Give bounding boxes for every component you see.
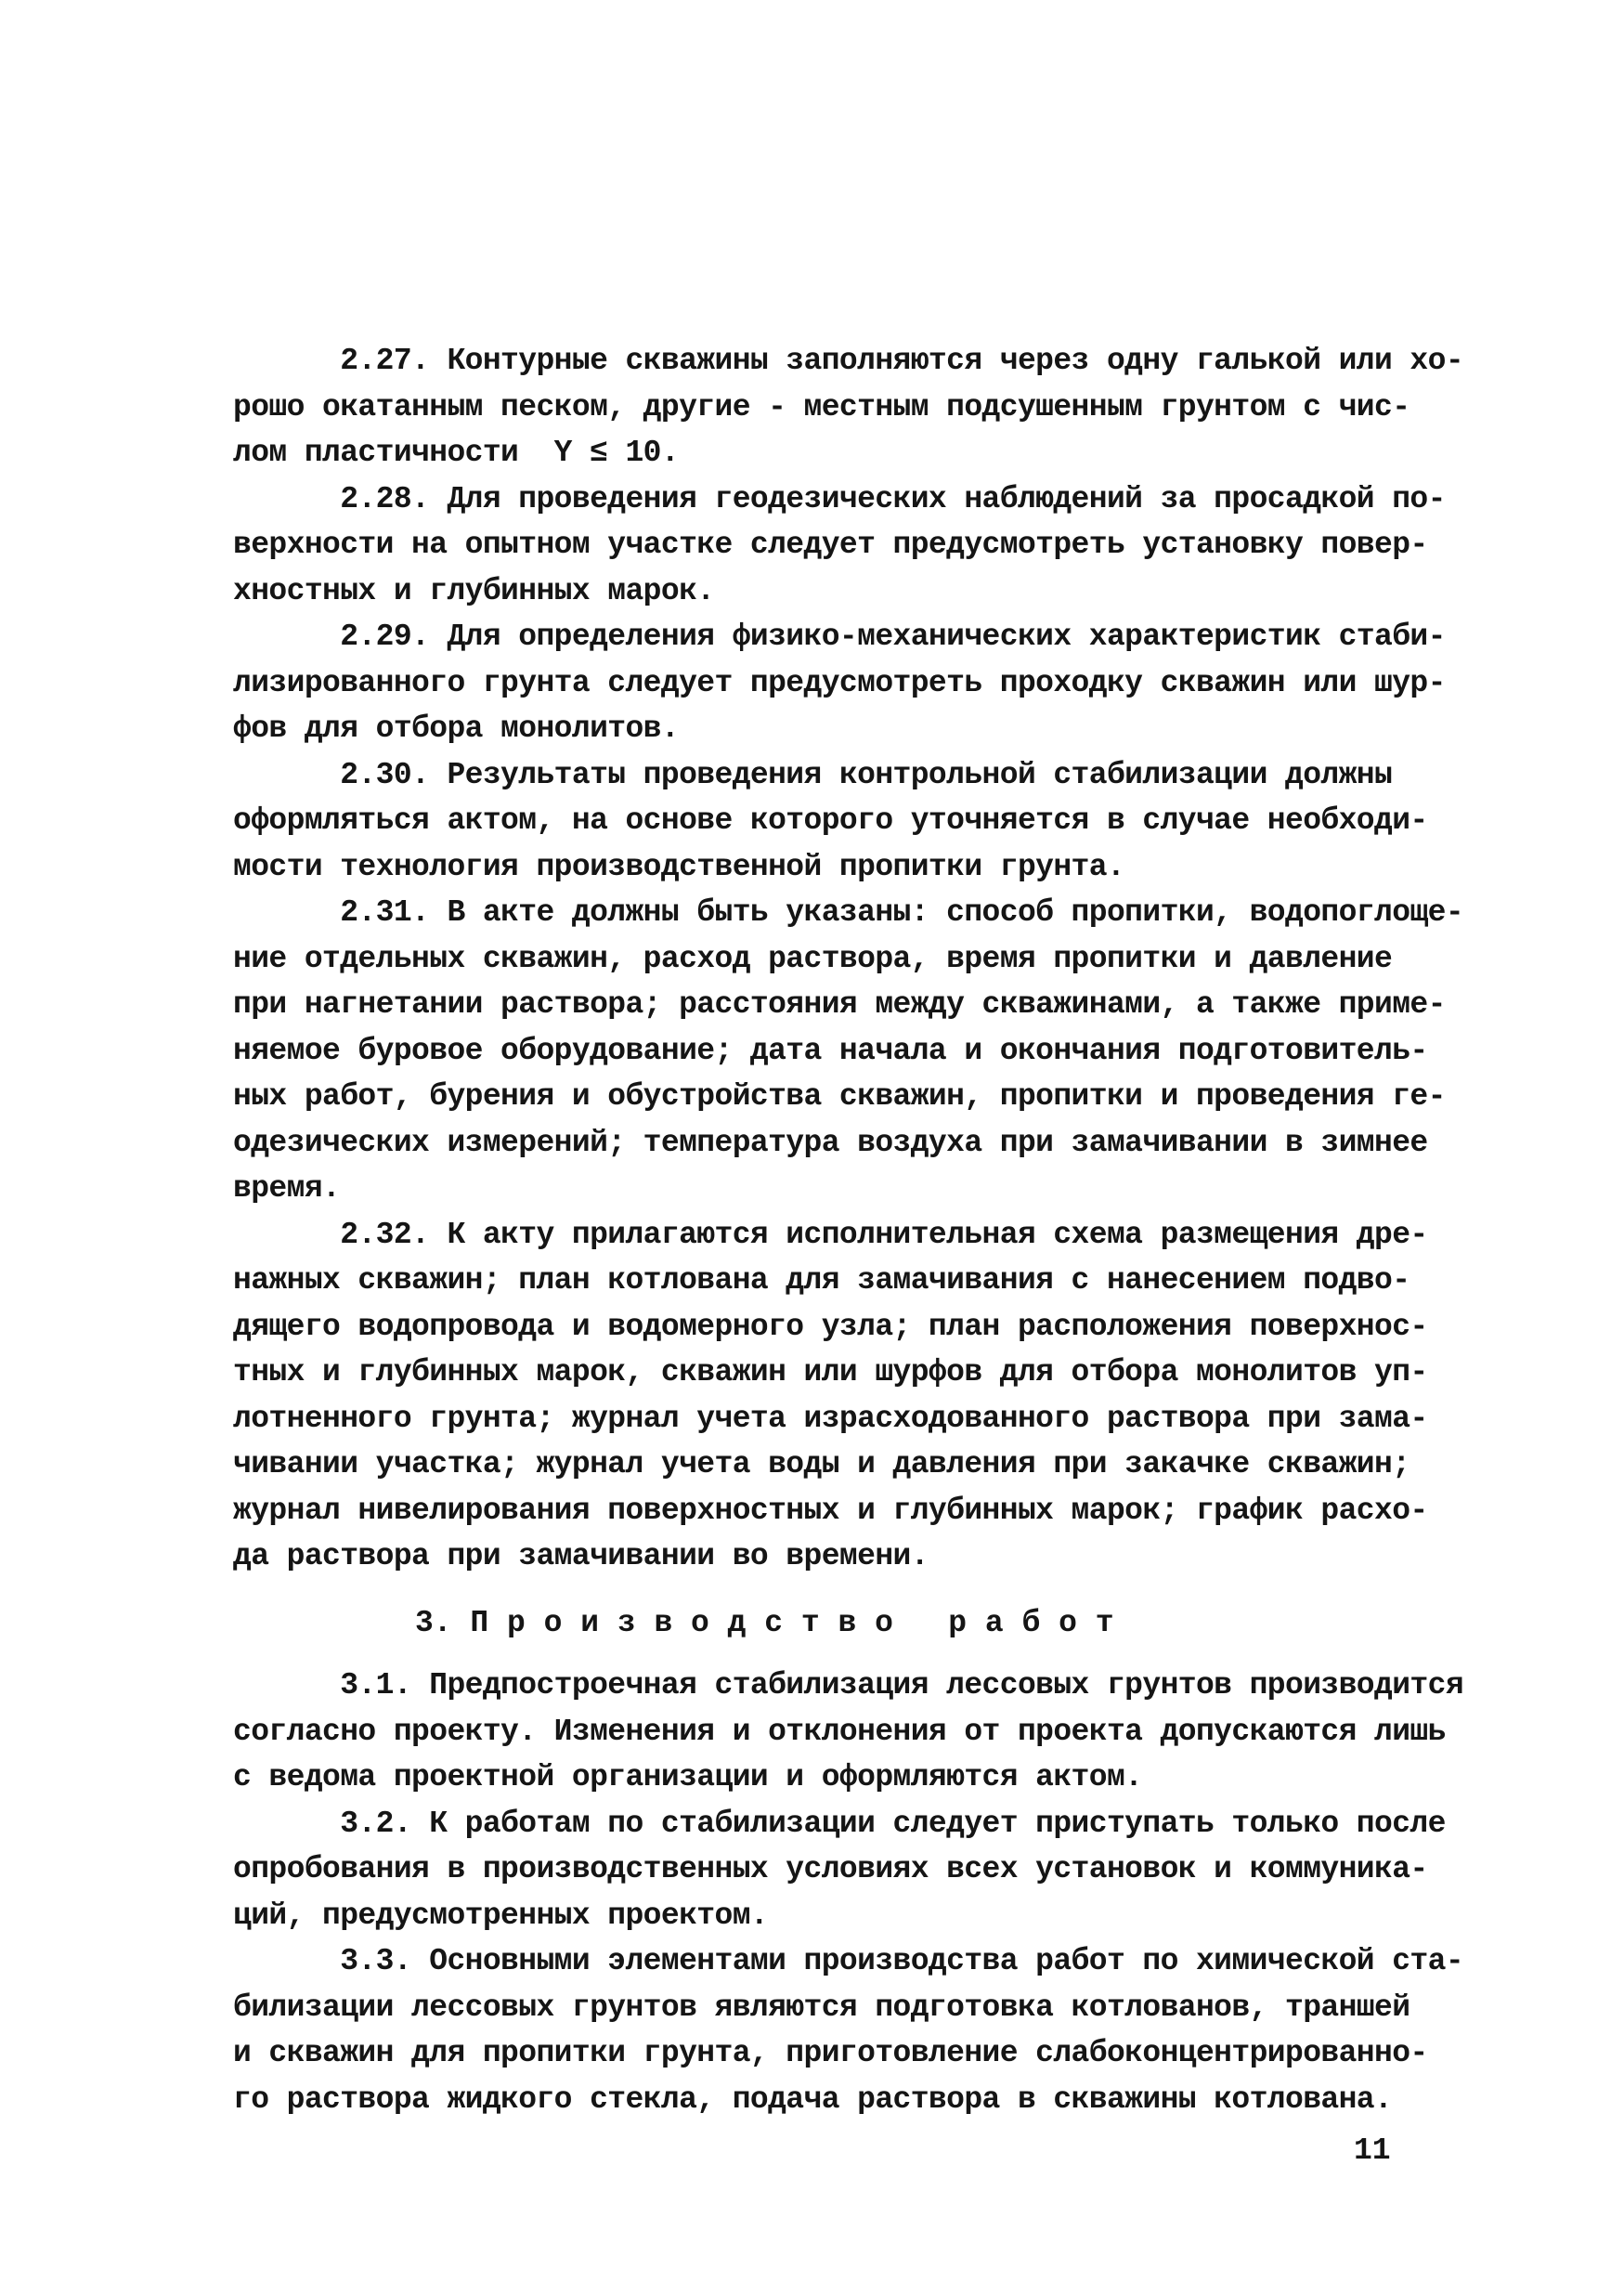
section-3-text-line: опробования в производственных условиях всех установок и коммуника- bbox=[233, 1852, 1428, 1886]
section-2-text-line: хностных и глубинных марок. bbox=[233, 573, 715, 608]
section-2-text-line: 2.27. Контурные скважины заполняются через одну галькой или хо- bbox=[233, 344, 1464, 378]
section-3-text-line: го раствора жидкого стекла, подача раствора в скважины котлована. bbox=[233, 2081, 1393, 2117]
section-2-text-line: ние отдельных скважин, расход раствора, время пропитки и давление bbox=[233, 941, 1393, 976]
section-2-text-line: фов для отбора монолитов. bbox=[233, 711, 680, 746]
section-2-text-line: мости технология производственной пропитки грунта. bbox=[233, 849, 1125, 884]
section-3-text-line: согласно проекту. Изменения и отклонения от проекта допускаются лишь bbox=[233, 1714, 1446, 1749]
section-2-text-line: при нагнетании раствора; расстояния между скважинами, а также приме- bbox=[233, 987, 1446, 1022]
section-2-text-line: журнал нивелирования поверхностных и глубинных марок; график расхо- bbox=[233, 1493, 1428, 1528]
section-2-text-line: лотненного грунта; журнал учета израсходованного раствора при зама- bbox=[233, 1401, 1428, 1436]
section-3-text-line: с ведома проектной организации и оформляются актом. bbox=[233, 1760, 1143, 1794]
section-3-text-line: и скважин для пропитки грунта, приготовление слабоконцентрированно- bbox=[233, 2036, 1428, 2070]
section-2-text-line: 2.32. К акту прилагаются исполнительная схема размещения дре- bbox=[233, 1217, 1428, 1252]
section-2-text-line: лом пластичности Y ≤ 10. bbox=[233, 436, 680, 470]
section-2-text-line: верхности на опытном участке следует предусмотреть установку повер- bbox=[233, 528, 1428, 562]
section-2-text-line: время. bbox=[233, 1171, 341, 1206]
section-2-text-line: 2.30. Результаты проведения контрольной стабилизации должны bbox=[233, 757, 1393, 792]
section-2-text-line: нажных скважин; план котлована для замачивания с нанесением подво- bbox=[233, 1263, 1410, 1298]
section-3-text-line: ций, предусмотренных проектом. bbox=[233, 1898, 769, 1933]
section-3-text-line: 3.2. К работам по стабилизации следует приступать только после bbox=[233, 1806, 1446, 1841]
page-number: 11 bbox=[1354, 2133, 1391, 2168]
section-2-text-line: да раствора при замачивании во времени. bbox=[233, 1539, 929, 1573]
section-2-text-line: 2.29. Для определения физико-механических характеристик стаби- bbox=[233, 620, 1446, 654]
section-2-text-line: 2.28. Для проведения геодезических наблюдений за просадкой по- bbox=[233, 481, 1446, 516]
section-2-text-line: оформляться актом, на основе которого уточняется в случае необходи- bbox=[233, 803, 1428, 838]
section-heading: 3. П р о и з в о д с т в о р а б о т bbox=[415, 1605, 1114, 1640]
section-2-text-line: дящего водопровода и водомерного узла; план расположения поверхнос- bbox=[233, 1309, 1428, 1344]
section-3-text-line: 3.1. Предпостроечная стабилизация лессовых грунтов производится bbox=[233, 1668, 1464, 1702]
section-2-text-line: няемое буровое оборудование; дата начала и окончания подготовитель- bbox=[233, 1033, 1428, 1068]
text-block-section-2 bbox=[233, 338, 1463, 1580]
section-2-text-line: ных работ, бурения и обустройства скважин, пропитки и проведения ге- bbox=[233, 1079, 1446, 1114]
section-2-text-line: лизированного грунта следует предусмотреть проходку скважин или шур- bbox=[233, 665, 1446, 700]
text-block-section-3 bbox=[233, 1663, 1463, 2122]
section-3-text-line: 3.3. Основными элементами производства работ по химической ста- bbox=[233, 1944, 1464, 1978]
section-2-text-line: рошо окатанным песком, другие - местным подсушенным грунтом с чис- bbox=[233, 389, 1410, 424]
section-2-text-line: одезических измерений; температура воздуха при замачивании в зимнее bbox=[233, 1125, 1428, 1160]
section-2-text-line: 2.31. В акте должны быть указаны: способ пропитки, водопоглоще- bbox=[233, 895, 1464, 930]
section-3-text-line: билизации лессовых грунтов являются подготовка котлованов, траншей bbox=[233, 1989, 1410, 2025]
section-2-text-line: тных и глубинных марок, скважин или шурфов для отбора монолитов уп- bbox=[233, 1355, 1428, 1389]
section-2-text-line: чивании участка; журнал учета воды и давления при закачке скважин; bbox=[233, 1447, 1410, 1481]
